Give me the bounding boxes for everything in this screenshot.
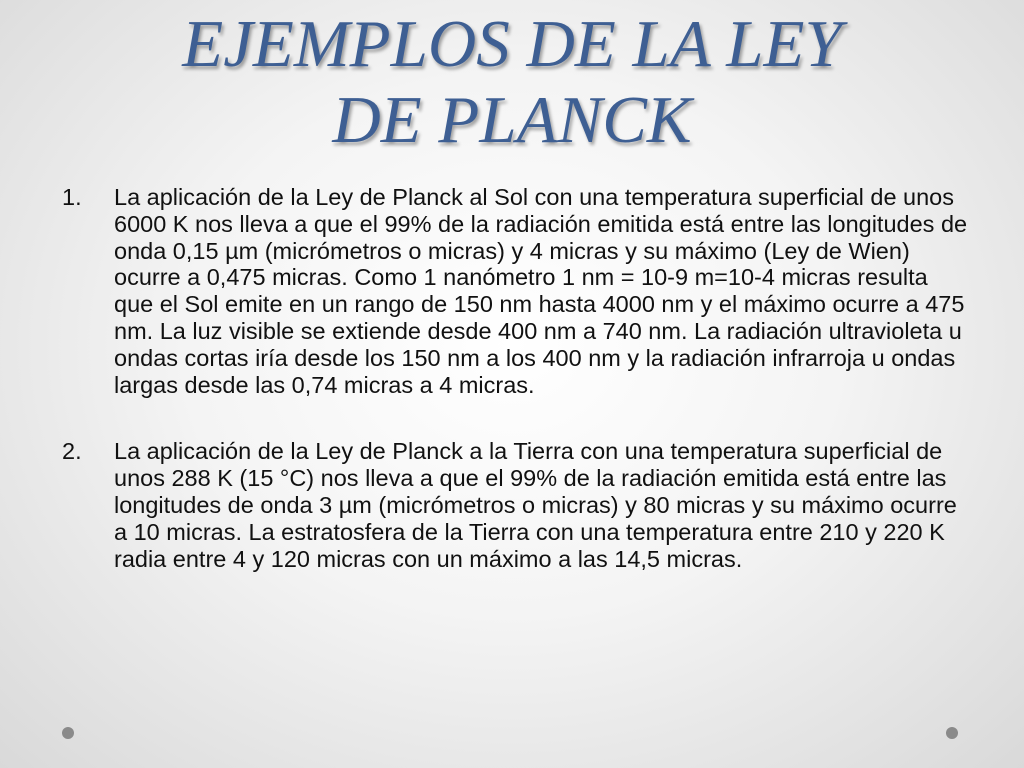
content-list (62, 184, 972, 572)
decorative-dot-icon (946, 727, 958, 739)
decorative-dot-icon (62, 727, 74, 739)
list-item-number: 2. (62, 438, 82, 465)
list-item (62, 438, 972, 572)
list-item-text: La aplicación de la Ley de Planck a la Tierra con una temperatura superficial de unos 288 K (15 °C) nos lleva a que el 99% de la radiación emitida está entre las longitudes de onda 3 µm (micrómetros o micras) y 80 micras y su máximo ocurre a 10 micras. La estratosfera de la Tierra con una temperatura entre 210 y 220 K radia entre 4 y 120 micras con un máximo a las 14,5 micras. (114, 438, 957, 572)
list-item-text: La aplicación de la Ley de Planck al Sol con una temperatura superficial de unos 6000 K nos lleva a que el 99% de la radiación emitida está entre las longitudes de onda 0,15 µm (micrómetros o micras) y 4 micras y su máximo (Ley de Wien) ocurre a 0,475 micras. Como 1 nanómetro 1 nm = 10-9 m=10-4 micras resulta que el Sol emite en un rango de 150 nm hasta 4000 nm y el máximo ocurre a 475 nm. La luz visible se extiende desde 400 nm a 740 nm. La radiación ultravioleta u ondas cortas iría desde los 150 nm a los 400 nm y la radiación infrarroja u ondas largas desde las 0,74 micras a 4 micras. (114, 184, 968, 398)
title-line-1: EJEMPLOS DE LA LEY (182, 7, 842, 81)
title-line-2: DE PLANCK (332, 83, 692, 157)
slide-title (60, 6, 964, 158)
list-item (62, 184, 972, 398)
list-item-number: 1. (62, 184, 82, 210)
